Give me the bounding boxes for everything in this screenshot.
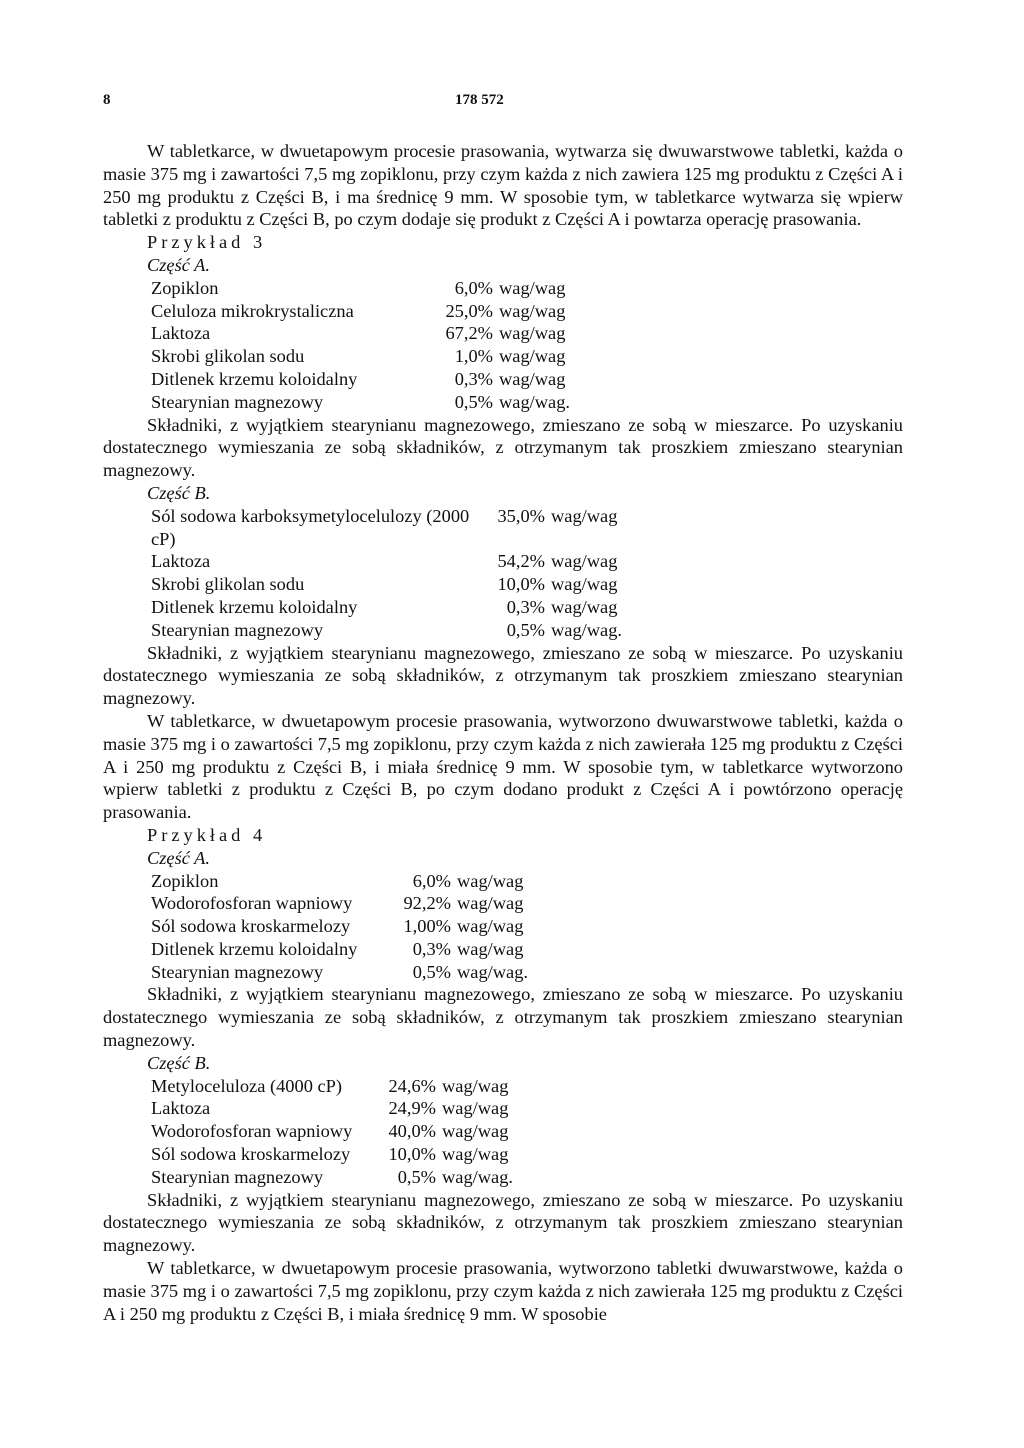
ex4-part-b-heading: Część B. — [147, 1052, 211, 1073]
ex4-part-b-table — [103, 1075, 903, 1189]
ingredient-row: Metyloceluloza (4000 cP) 24,6% wag/wag — [151, 1075, 509, 1096]
ex3-part-a-note: Składniki, z wyjątkiem stearynianu magnezowego, zmieszano ze sobą w mieszarce. Po uzyskaniu dostatecznego wymieszania ze sobą składników, z otrzymanym tak proszkiem zmieszano stearynian magnezowy. — [103, 414, 903, 481]
ingredient-row: Celuloza mikrokrystaliczna 25,0% wag/wag — [151, 300, 566, 321]
document-page — [103, 92, 903, 1325]
ingredient-row: Stearynian magnezowy 0,5% wag/wag. — [151, 391, 570, 412]
ingredient-row: Ditlenek krzemu koloidalny 0,3% wag/wag — [151, 938, 524, 959]
ingredient-row: Stearynian magnezowy 0,5% wag/wag. — [151, 1166, 513, 1187]
ingredient-row: Zopiklon 6,0% wag/wag — [151, 277, 566, 298]
ex3-closing-paragraph: W tabletkarce, w dwuetapowym procesie prasowania, wytworzono dwuwarstwowe tabletki, każda o masie 375 mg i o zawartości 7,5 mg zopiklonu, przy czym każda z nich zawierała 125 mg produktu z Części A i 250 mg produktu z Części B, i miała średnicę 9 mm. W sposobie tym, w tabletkarce wytworzono wpierw tabletki z produktu z Części B, po czym dodano produkt z Części A i powtórzono operację prasowania. — [103, 710, 903, 823]
ex3-part-b-note: Składniki, z wyjątkiem stearynianu magnezowego, zmieszano ze sobą w mieszarce. Po uzyskaniu dostatecznego wymieszania ze sobą składników, z otrzymanym tak proszkiem zmieszano stearynian magnezowy. — [103, 642, 903, 709]
ex3-part-b-table — [103, 505, 903, 642]
ingredient-row: Wodorofosforan wapniowy 92,2% wag/wag — [151, 893, 524, 914]
ingredient-row: Ditlenek krzemu koloidalny 0,3% wag/wag — [151, 596, 618, 617]
ex4-part-a-table — [103, 870, 903, 984]
ingredient-row: Skrobi glikolan sodu 10,0% wag/wag — [151, 574, 618, 595]
ingredient-row: Laktoza 24,9% wag/wag — [151, 1098, 509, 1119]
ex4-part-a-note: Składniki, z wyjątkiem stearynianu magnezowego, zmieszano ze sobą w mieszarce. Po uzyskaniu dostatecznego wymieszania ze sobą składników, z otrzymanym tak proszkiem zmieszano stearynian magnezowy. — [103, 984, 903, 1051]
ingredient-row: Stearynian magnezowy 0,5% wag/wag. — [151, 619, 622, 640]
page-header — [103, 92, 903, 118]
ex3-part-a-heading: Część A. — [147, 254, 211, 275]
example-3-heading: Przykład 3 — [147, 232, 267, 253]
ingredient-row: Ditlenek krzemu koloidalny 0,3% wag/wag — [151, 368, 566, 389]
ingredient-row: Wodorofosforan wapniowy 40,0% wag/wag — [151, 1121, 509, 1142]
ingredient-row: Laktoza 54,2% wag/wag — [151, 551, 618, 572]
ingredient-row: Zopiklon 6,0% wag/wag — [151, 870, 524, 891]
ingredient-row: Sól sodowa kroskarmelozy 10,0% wag/wag — [151, 1144, 509, 1165]
document-body — [103, 140, 903, 1325]
example-4-heading: Przykład 4 — [147, 824, 267, 845]
ex3-part-a-table — [103, 277, 903, 414]
ingredient-row: Laktoza 67,2% wag/wag — [151, 323, 566, 344]
ex3-part-b-heading: Część B. — [147, 482, 211, 503]
ingredient-row: Stearynian magnezowy 0,5% wag/wag. — [151, 961, 528, 982]
ingredient-row: Sól sodowa kroskarmelozy 1,00% wag/wag — [151, 916, 524, 937]
intro-paragraph: W tabletkarce, w dwuetapowym procesie prasowania, wytwarza się dwuwarstwowe tabletki, każda o masie 375 mg i zawartości 7,5 mg zopiklonu, przy czym każda z nich zawiera 125 mg produktu z Części A i 250 mg produktu z Części B, i ma średnicę 9 mm. W sposobie tym, w tabletkarce wytwarza się wpierw tabletki z produktu z Części B, po czym dodaje się produkt z Części A i powtarza operację prasowania. — [103, 141, 903, 230]
ingredient-row: Sól sodowa karboksymetylocelulozy (2000 cP) 35,0% wag/wag — [151, 505, 618, 549]
ingredient-row: Skrobi glikolan sodu 1,0% wag/wag — [151, 346, 566, 367]
patent-number: 178 572 — [455, 92, 504, 108]
page-number: 8 — [103, 92, 111, 108]
ex4-closing-paragraph: W tabletkarce, w dwuetapowym procesie prasowania, wytworzono tabletki dwuwarstwowe, każda o masie 375 mg i o zawartości 7,5 mg zopiklonu, przy czym każda z nich zawierała 125 mg produktu z Części A i 250 mg produktu z Części B, i miała średnicę 9 mm. W sposobie — [103, 1258, 903, 1324]
ex4-part-b-note: Składniki, z wyjątkiem stearynianu magnezowego, zmieszano ze sobą w mieszarce. Po uzyskaniu dostatecznego wymieszania ze sobą składników, z otrzymanym tak proszkiem zmieszano stearynian magnezowy. — [103, 1189, 903, 1256]
ex4-part-a-heading: Część A. — [147, 847, 211, 868]
